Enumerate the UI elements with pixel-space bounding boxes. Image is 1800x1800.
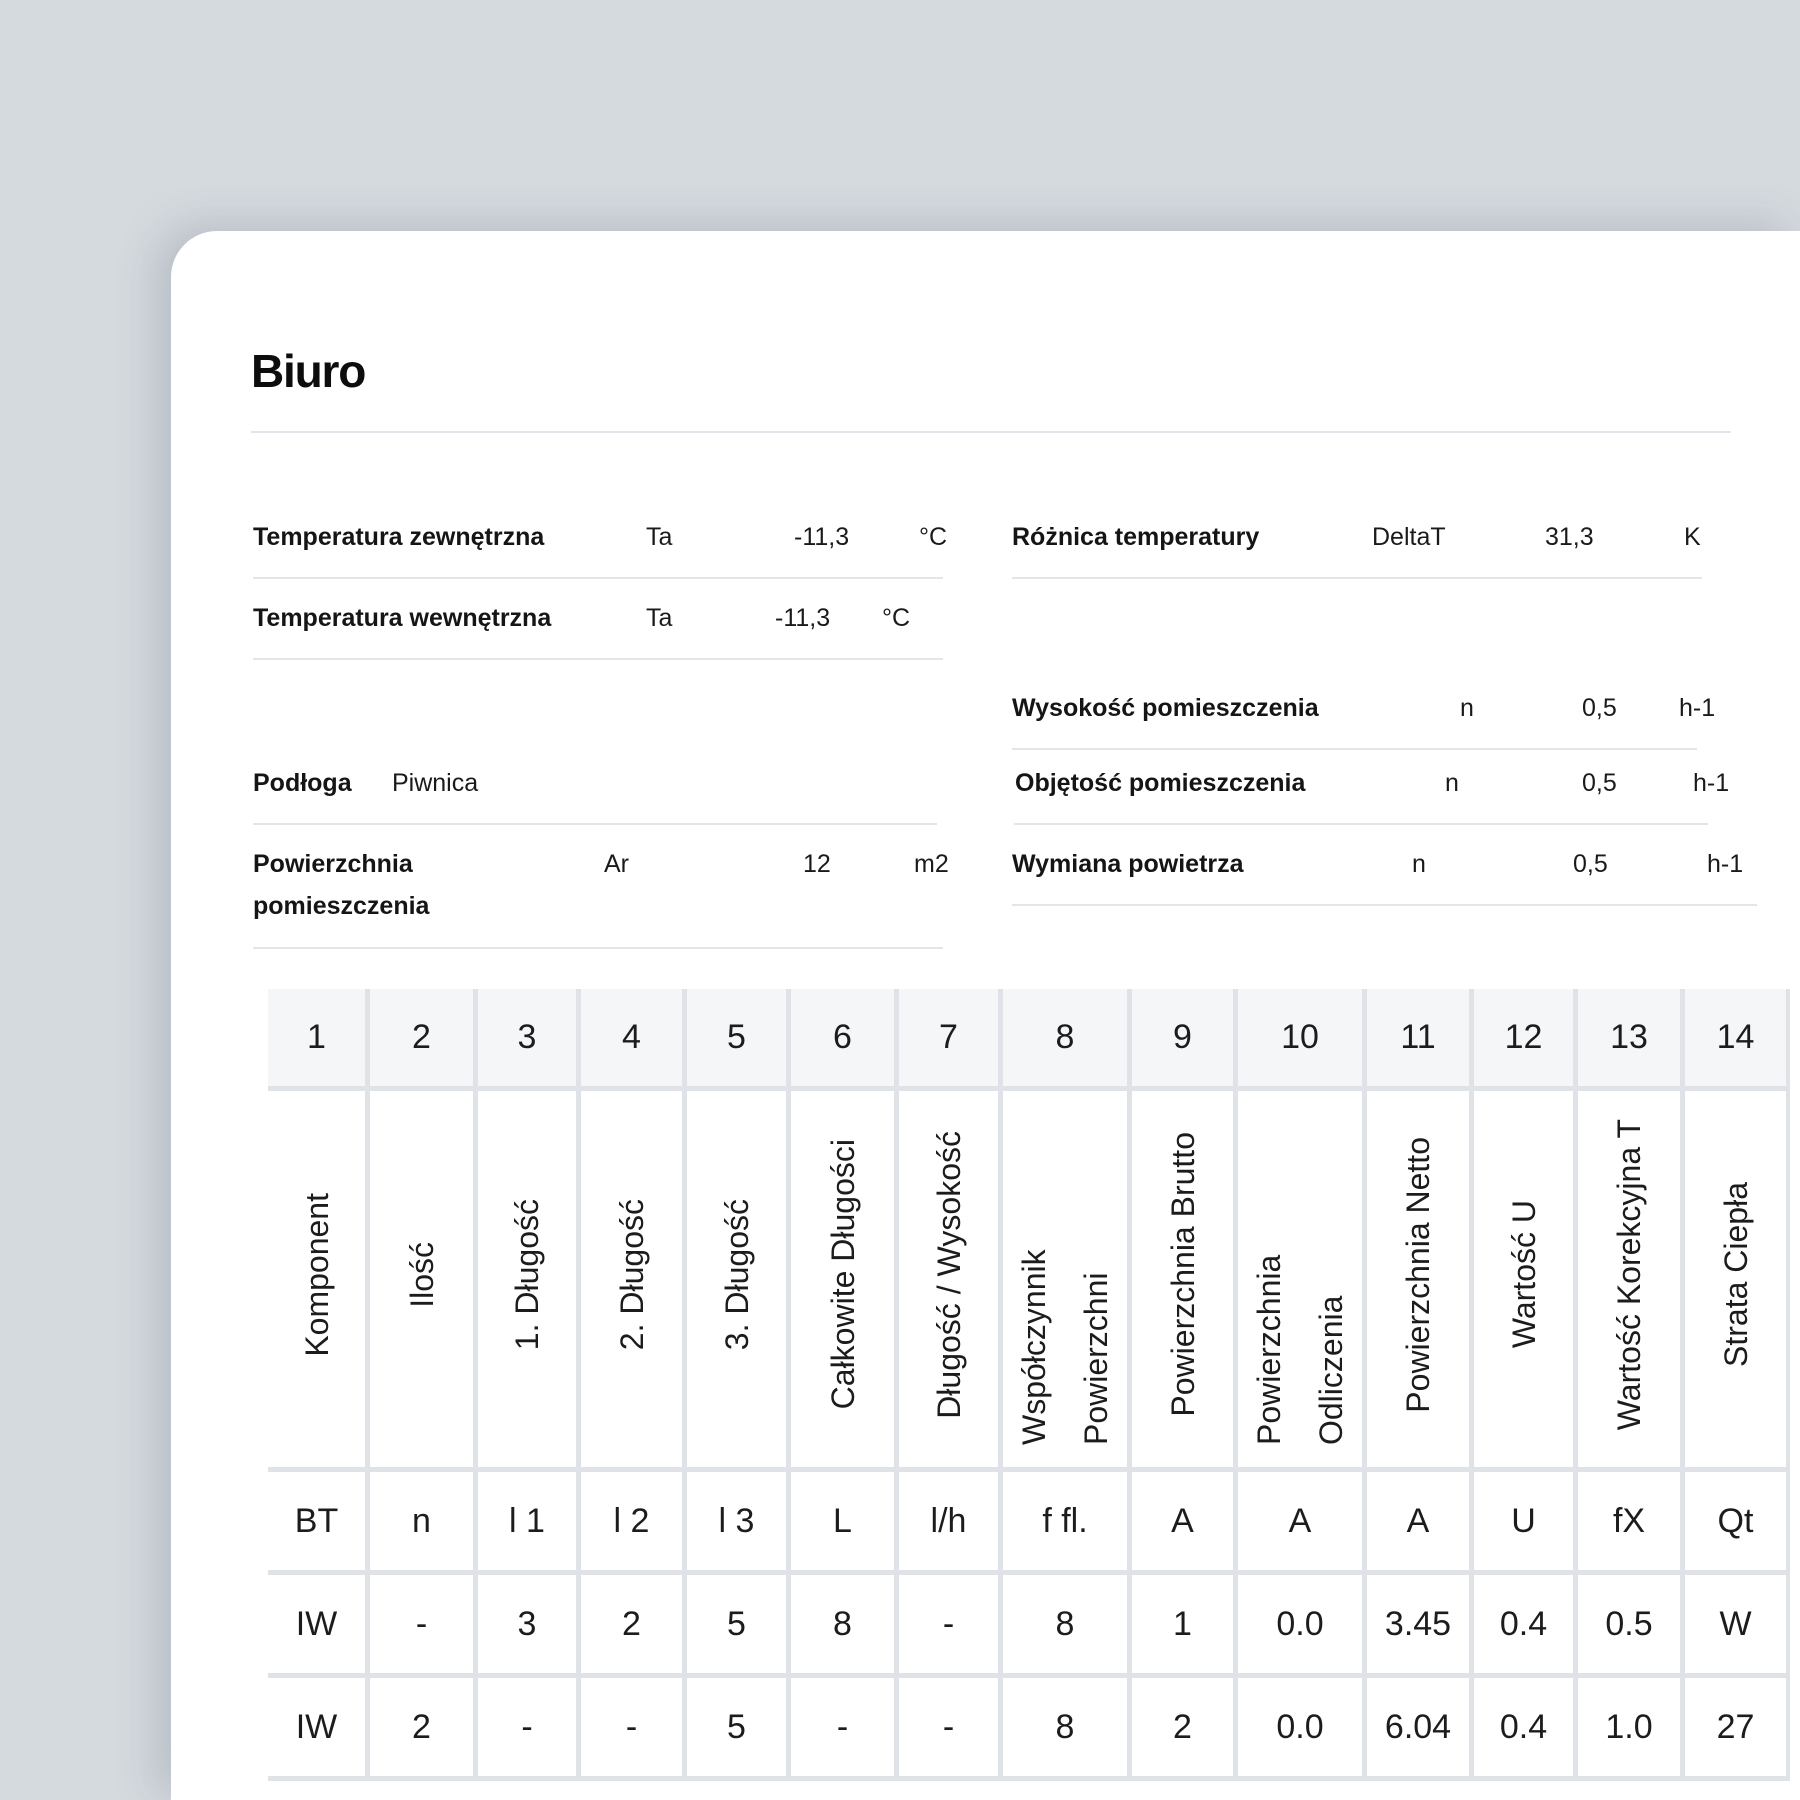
param-label: Wysokość pomieszczenia [1012, 694, 1319, 722]
table-cell: 8 [1003, 1678, 1132, 1781]
table-cell: 1 [1132, 1575, 1238, 1678]
column-name-cell [1474, 1091, 1578, 1472]
param-label: Temperatura zewnętrzna [253, 523, 545, 551]
title-divider [251, 431, 1731, 433]
column-header-label: Ilość [403, 1241, 440, 1308]
symbol-cell: A [1132, 1472, 1238, 1575]
table-cell: IW [268, 1575, 370, 1678]
param-value: 0,5 [1573, 850, 1608, 878]
row-divider [1014, 823, 1708, 825]
column-number-cell: 2 [370, 989, 478, 1091]
column-number-cell: 3 [478, 989, 581, 1091]
table-cell: 6.04 [1367, 1678, 1474, 1781]
column-number-cell: 5 [687, 989, 791, 1091]
area-value: 12 [803, 850, 831, 878]
row-divider [253, 823, 937, 825]
column-header-label: Powierzchnia Odliczenia [1251, 1254, 1349, 1445]
column-number-cell: 13 [1578, 989, 1685, 1091]
column-number-cell: 12 [1474, 989, 1578, 1091]
column-name-cell [899, 1091, 1003, 1472]
column-header-label: Komponent [298, 1192, 335, 1357]
param-symbol: n [1445, 769, 1459, 797]
column-name-cell [370, 1091, 478, 1472]
row-divider [253, 658, 943, 660]
column-name-cell [478, 1091, 581, 1472]
symbol-cell: l 1 [478, 1472, 581, 1575]
symbol-cell: fX [1578, 1472, 1685, 1575]
table-cell: 3 [478, 1575, 581, 1678]
column-header-label: 2. Długość [613, 1198, 650, 1351]
param-unit: °C [882, 604, 911, 632]
param-label: Wymiana powietrza [1012, 850, 1244, 878]
param-value: -11,3 [775, 604, 831, 632]
table-cell: 5 [687, 1678, 791, 1781]
table-cell: 2 [1132, 1678, 1238, 1781]
column-name-cell [1578, 1091, 1685, 1472]
table-cell: 8 [791, 1575, 899, 1678]
column-header-label: 1. Długość [509, 1198, 545, 1351]
column-number-cell: 10 [1238, 989, 1367, 1091]
column-header-label: Wartość U [1505, 1200, 1542, 1349]
symbol-cell: Qt [1685, 1472, 1790, 1575]
symbol-cell: U [1474, 1472, 1578, 1575]
column-number-cell: 1 [268, 989, 370, 1091]
param-value: 31,3 [1545, 523, 1594, 551]
param-symbol: DeltaT [1372, 523, 1446, 551]
table-cell: 1.0 [1578, 1678, 1685, 1781]
symbol-cell: A [1367, 1472, 1474, 1575]
param-symbol: Ta [646, 523, 673, 551]
column-name-cell [687, 1091, 791, 1472]
column-number-cell: 9 [1132, 989, 1238, 1091]
param-symbol: n [1412, 850, 1426, 878]
param-unit: h-1 [1693, 769, 1730, 797]
row-divider [253, 947, 943, 949]
table-cell: - [791, 1678, 899, 1781]
column-name-cell [1238, 1091, 1367, 1472]
symbol-cell: L [791, 1472, 899, 1575]
column-header-label: Całkowite Długości [824, 1139, 861, 1410]
column-name-cell [268, 1091, 370, 1472]
column-number-cell: 11 [1367, 989, 1474, 1091]
column-name-cell [1132, 1091, 1238, 1472]
table-cell: - [370, 1575, 478, 1678]
table-cell: 8 [1003, 1575, 1132, 1678]
table-row [268, 1575, 1790, 1678]
column-header-label: Długość / Wysokość [930, 1130, 967, 1419]
param-symbol: Ta [646, 604, 673, 632]
param-value: 0,5 [1582, 769, 1617, 797]
symbol-cell: f fl. [1003, 1472, 1132, 1575]
column-header-label: Współczynnik Powierzchni [1016, 1248, 1114, 1445]
table-row [268, 1678, 1790, 1781]
column-number-cell: 7 [899, 989, 1003, 1091]
column-name-cell [581, 1091, 687, 1472]
table-cell: 27 [1685, 1678, 1790, 1781]
column-name-cell [1367, 1091, 1474, 1472]
column-number-cell: 14 [1685, 989, 1790, 1091]
symbol-cell: l 2 [581, 1472, 687, 1575]
param-label: Temperatura wewnętrzna [253, 604, 552, 632]
param-unit: h-1 [1707, 850, 1744, 878]
param-value: 0,5 [1582, 694, 1617, 722]
table-cell: IW [268, 1678, 370, 1781]
table-cell: 0.0 [1238, 1678, 1367, 1781]
table-cell: 0.4 [1474, 1678, 1578, 1781]
symbol-cell: l/h [899, 1472, 1003, 1575]
param-value: -11,3 [794, 523, 850, 551]
column-name-cell [1003, 1091, 1132, 1472]
symbol-cell: A [1238, 1472, 1367, 1575]
param-label: Objętość pomieszczenia [1015, 769, 1306, 797]
column-header-label: Powierzchnia Brutto [1164, 1132, 1201, 1417]
column-header-label: 3. Długość [718, 1198, 755, 1351]
column-name-row [268, 1091, 1790, 1472]
floor-value: Piwnica [392, 769, 479, 797]
floor-label: Podłoga [253, 769, 352, 797]
table-cell: 0.4 [1474, 1575, 1578, 1678]
area-unit: m2 [914, 850, 949, 878]
table-cell: 2 [370, 1678, 478, 1781]
column-number-cell: 6 [791, 989, 899, 1091]
column-number-cell: 8 [1003, 989, 1132, 1091]
column-number-cell: 4 [581, 989, 687, 1091]
row-divider [1012, 577, 1702, 579]
table-cell: 5 [687, 1575, 791, 1678]
table-cell: 3.45 [1367, 1575, 1474, 1678]
table-cell: W [1685, 1575, 1790, 1678]
column-header-label: Strata Ciepła [1717, 1182, 1754, 1367]
column-name-cell [791, 1091, 899, 1472]
param-unit: h-1 [1679, 694, 1716, 722]
param-symbol: n [1460, 694, 1474, 722]
row-divider [1012, 904, 1757, 906]
param-unit: K [1684, 523, 1701, 551]
room-card [171, 231, 1800, 1800]
table-cell: 0.5 [1578, 1575, 1685, 1678]
column-header-label: Powierzchnia Netto [1400, 1136, 1436, 1413]
param-label: Różnica temperatury [1012, 523, 1260, 551]
room-title: Biuro [251, 345, 366, 397]
param-unit: °C [919, 523, 948, 551]
column-number-row [268, 989, 1790, 1091]
components-table [268, 989, 1790, 1781]
area-symbol: Ar [604, 850, 629, 878]
symbol-cell: l 3 [687, 1472, 791, 1575]
table-cell: 0.0 [1238, 1575, 1367, 1678]
row-divider [1012, 748, 1697, 750]
table-cell: - [478, 1678, 581, 1781]
column-name-cell [1685, 1091, 1790, 1472]
table-cell: - [899, 1678, 1003, 1781]
symbol-cell: BT [268, 1472, 370, 1575]
symbol-row [268, 1472, 1790, 1575]
row-divider [253, 577, 943, 579]
column-header-label: Wartość Korekcyjna T [1611, 1118, 1647, 1431]
table-cell: - [899, 1575, 1003, 1678]
table-cell: - [581, 1678, 687, 1781]
table-cell: 2 [581, 1575, 687, 1678]
symbol-cell: n [370, 1472, 478, 1575]
area-label: Powierzchnia pomieszczenia [253, 850, 430, 920]
